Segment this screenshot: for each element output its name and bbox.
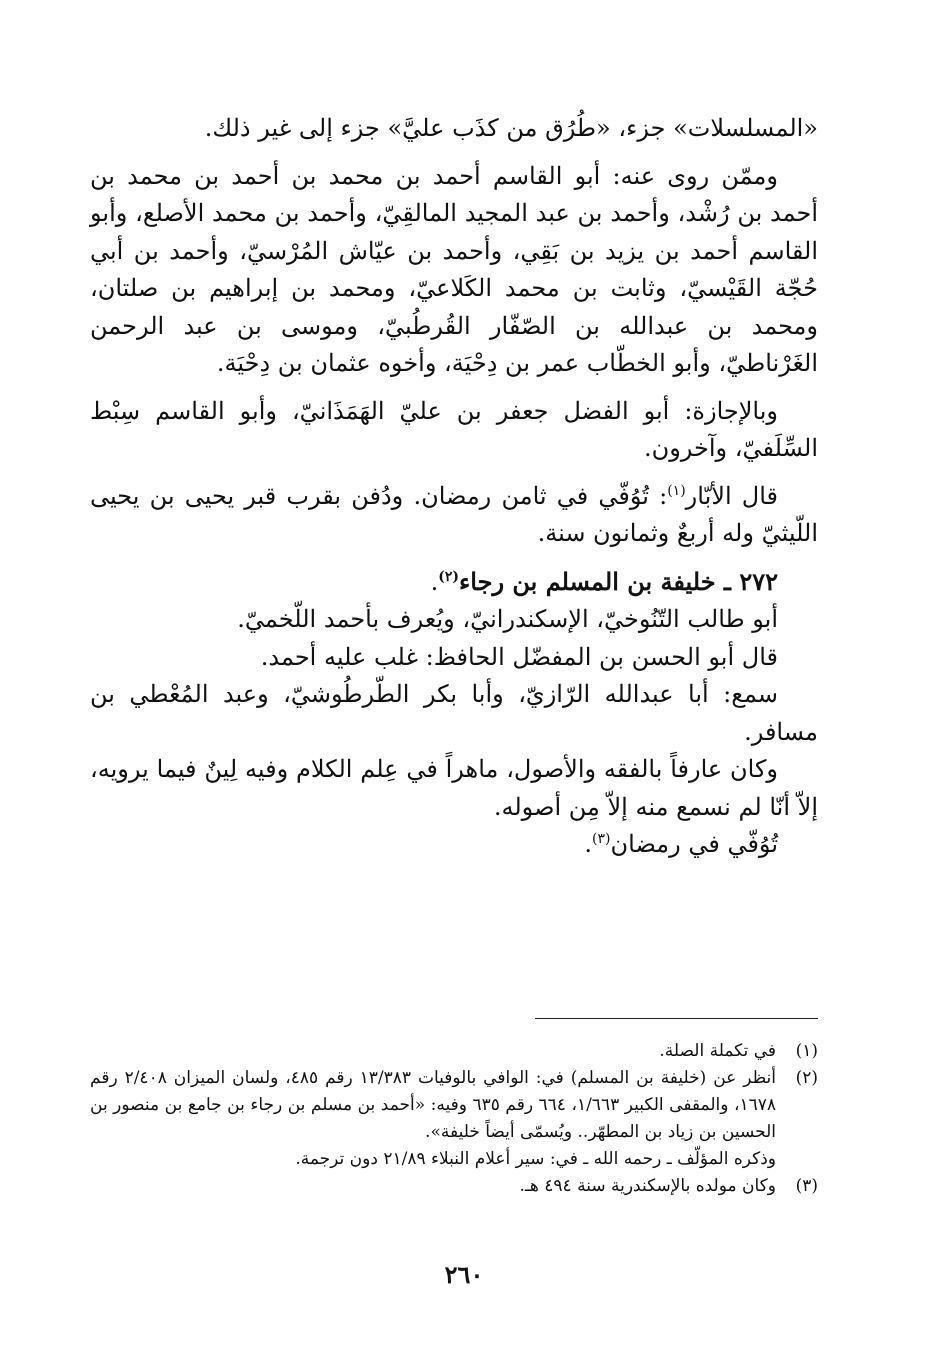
- footnotes: [90, 1038, 818, 1200]
- entry-heard: سمع: أبا عبدالله الرّازيّ، وأبا بكر الطّرطُوشيّ، وعبد المُعْطي بن مسافر.: [90, 680, 818, 746]
- footnote-number: (٢): [795, 1068, 818, 1088]
- footnote-ref-2: (٢): [438, 568, 460, 585]
- footnote-ref-1: (١): [667, 482, 686, 499]
- death-text-end: : تُوُفّي في ثامن رمضان. ودُفن بقرب قبر يحيى بن يحيى اللّيثيّ وله أربعٌ وثمانون سنة.: [90, 481, 818, 547]
- page-number: ٢٦٠: [444, 1260, 484, 1289]
- paragraph-ijaza: وبالإجازة: أبو الفضل جعفر بن عليّ الهَمَذَانيّ، وأبو القاسم سِبْط السِّلَفيّ، وآخرون.: [90, 396, 818, 462]
- entry-kunya: أبو طالب التّنُوخيّ، الإسكندرانيّ، ويُعرف بأحمد اللّخميّ.: [237, 605, 778, 633]
- footnote-3: [90, 1173, 818, 1200]
- entry-death-text: تُوُفّي في رمضان: [610, 830, 778, 858]
- footnote-text: وذكره المؤلّف ـ رحمه الله ـ في: سير أعلام النبلاء ٢١/٨٩ دون ترجمة.: [295, 1149, 776, 1169]
- paragraph-death: [90, 478, 818, 553]
- footnote-text: وكان مولده بالإسكندرية سنة ٤٩٤ هـ.: [519, 1176, 776, 1196]
- entry-knowledge: وكان عارفاً بالفقه والأصول، ماهراً في عِلم الكلام وفيه لِينٌ فيما يرويه، إلاّ أنّا لم نسمع منه إلاّ مِن أصوله.: [90, 755, 818, 821]
- footnote-number: (٣): [795, 1176, 818, 1196]
- footnote-divider: [535, 1018, 818, 1019]
- footnote-1: [90, 1038, 818, 1065]
- footnote-text: أنظر عن (خليفة بن المسلم) في: الوافي بالوفيات ١٣/٣٨٣ رقم ٤٨٥، ولسان الميزان ٢/٤٠٨ رقم ١٦٧٨، والمقفى الكبير ١/٦٦٣، ٦٦٤ رقم ٦٣٥ وفيه: «أحمد بن مسلم بن رجاء بن جامع بن منصور بن الحسين بن زياد بن المطهّر.. ويُسمّى أيضاً خليفة».: [90, 1068, 776, 1142]
- entry-title: ٢٧٢ ـ خليفة بن المسلم بن رجاء: [459, 566, 778, 596]
- entry-heading: [90, 563, 818, 602]
- entry-quote: قال أبو الحسن بن المفضّل الحافظ: غلب عليه أحمد.: [260, 642, 778, 671]
- entry-death-end: .: [584, 830, 593, 858]
- footnote-number: (١): [795, 1041, 818, 1061]
- entry-death: [90, 826, 818, 864]
- death-text-start: قال الأبّار: [685, 481, 779, 510]
- footnote-text: في تكملة الصلة.: [659, 1041, 776, 1061]
- footnote-2: [90, 1065, 818, 1173]
- paragraph-narrators: وممّن روى عنه: أبو القاسم أحمد بن محمد بن أحمد بن محمد بن أحمد بن رُشْد، وأحمد بن عبد المجيد المالقِيّ، وأحمد بن محمد الأصلع، وأبو القاسم أحمد بن يزيد بن بَقِي، وأحمد بن عيّاش المُرْسيّ، وأحمد بن أبي حُجّة القَيْسيّ، وثابت بن محمد الكَلاعيّ، ومحمد بن إبراهيم بن صلتان، ومحمد بن عبدالله بن الصّفّار القُرطُبيّ، وموسى بن عبد الرحمن الغَرْناطيّ، وأبو الخطّاب عمر بن دِحْيَة، وأخوه عثمان بن دِحْيَة.: [90, 161, 819, 377]
- paragraph-works: «المسلسلات» جزء، «طُرُق من كذَب عليَّ» جزء إلى غير ذلك.: [204, 114, 818, 142]
- entry-heading-end: .: [430, 567, 439, 596]
- footnote-ref-3: (٣): [592, 831, 611, 847]
